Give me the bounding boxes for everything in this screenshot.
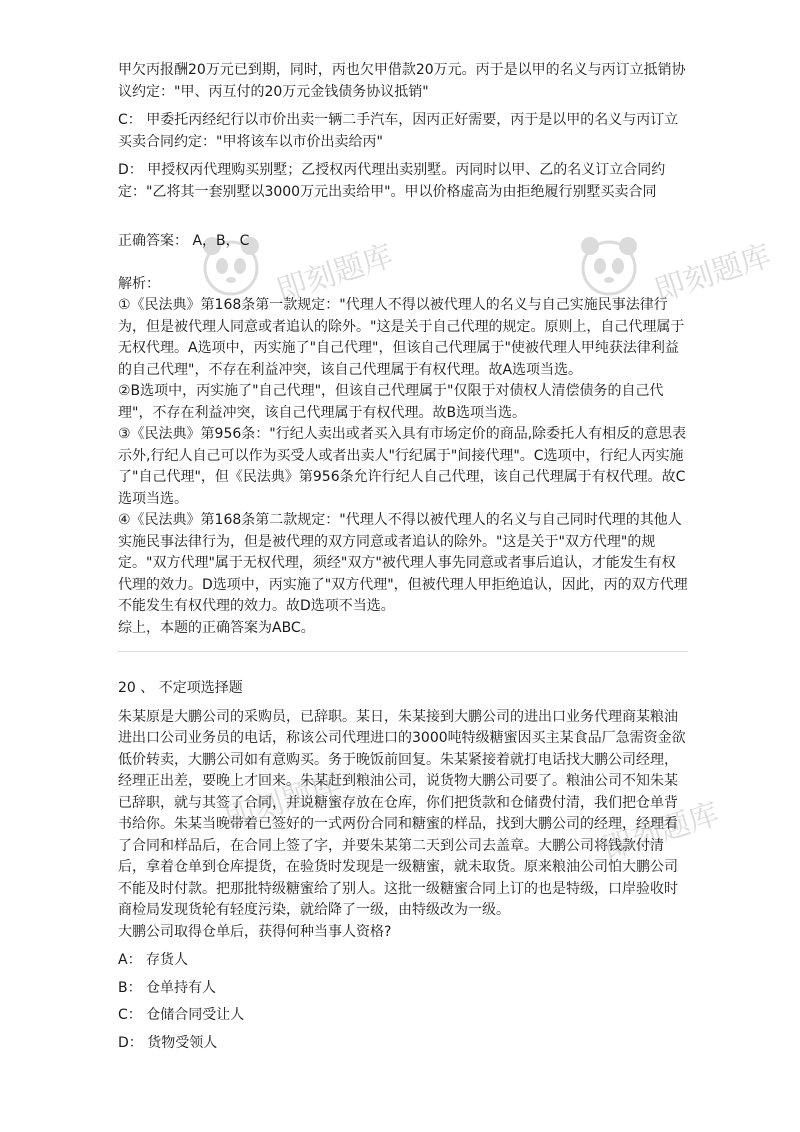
correct-answer: 正确答案： A，B，C	[118, 233, 250, 249]
option-b[interactable]: B： 仓单持有人	[118, 979, 217, 996]
previous-option-text: 甲欠丙报酬20万元已到期，同时，丙也欠甲借款20万元。丙于是以甲的名义与丙订立抵销协议约定："甲、丙互付的20万元金钱债务协议抵销"	[118, 62, 686, 100]
option-c-text: C： 甲委托丙经纪行以市价出卖一辆二手汽车，因丙正好需要，丙于是以甲的名义与丙订立买卖合同约定："甲将该车以市价出卖给丙"	[118, 112, 679, 150]
option-d-text: D： 甲授权丙代理购买别墅；乙授权丙代理出卖别墅。丙同时以甲、乙的名义订立合同约定："乙将其一套别墅以3000万元出卖给甲"。甲以价格虚高为由拒绝履行别墅买卖合同	[118, 162, 666, 200]
analysis-paragraph: ①《民法典》第168条第一款规定："代理人不得以被代理人的名义与自己实施民事法律行为，但是被代理人同意或者追认的除外。"这是关于自己代理的规定。原则上，自己代理属于无权代理。A选项中，丙实施了"自己代理"，但该自己代理属于"使被代理人甲纯获法律利益的自己代理"，不存在利益冲突，该自己代理属于有权代理。故A选项当选。	[118, 297, 685, 378]
analysis-summary: 综上，本题的正确答案为ABC。	[118, 619, 315, 636]
watermark-text: 即刻题库	[220, 766, 346, 837]
watermark-text: 即刻题库	[272, 238, 398, 309]
option-d[interactable]: D： 货物受领人	[118, 1034, 218, 1051]
document-page	[118, 60, 688, 1060]
option-a[interactable]: A： 存货人	[118, 952, 189, 968]
option-c[interactable]: C： 仓储合同受让人	[118, 1007, 245, 1023]
watermark-text: 即刻题库	[650, 238, 776, 309]
analysis-paragraph: ③《民法典》第956条："行纪人卖出或者买入具有市场定价的商品,除委托人有相反的意思表示外,行纪人自己可以作为买受人或者出卖人"行纪属于"间接代理"。C选项中，行纪人丙实施了"自己代理"，但《民法典》第956条允许行纪人自己代理，该自己代理属于有权代理。故C选项当选。	[118, 426, 687, 507]
question-stem: 朱某原是大鹏公司的采购员，已辞职。某日，朱某接到大鹏公司的进出口业务代理商某粮油进出口公司业务员的电话，称该公司代理进口的3000吨特级糖蜜因买主某食品厂急需资金欲低价转卖，大鹏公司如有意购买。务于晚饭前回复。朱某紧接着就打电话找大鹏公司经理，经理正出差，要晚上才回来。朱某赶到粮油公司，说货物大鹏公司要了。粮油公司不知朱某已辞职，就与其签了合同，并说糖蜜存放在仓库，你们把货款和仓储费付清，我们把仓单背书给你。朱某当晚带着已签好的一式两份合同和糖蜜的样品，找到大鹏公司的经理，经理看了合同和样品后，在合同上签了字，并要朱某第二天到公司去盖章。大鹏公司将钱款付清后，拿着仓单到仓库提货，在验货时发现是一级糖蜜，就未取货。原来粮油公司怕大鹏公司不能及时付款。把那批特级糖蜜给了别人。这批一级糖蜜合同上订的也是特级，口岸验收时商检局发现货轮有轻度污染，就给降了一级，由特级改为一级。	[118, 708, 686, 918]
options-list	[118, 950, 688, 1054]
question-prompt: 大鹏公司取得仓单后，获得何种当事人资格?	[118, 923, 392, 940]
analysis-paragraph: ②B选项中，丙实施了"自己代理"，但该自己代理属于"仅限于对债权人清偿债务的自己代理"，不存在利益冲突，该自己代理属于有权代理。故B选项当选。	[118, 383, 664, 421]
section-divider	[118, 651, 688, 652]
analysis-paragraph: ④《民法典》第168条第二款规定："代理人不得以被代理人的名义与自己同时代理的其他人实施民事法律行为，但是被代理的双方同意或者追认的除外。"这是关于"双方代理"的规定。"双方代理"属于无权代理，须经"双方"被代理人事先同意或者事后追认，才能发生有权代理的效力。D选项中，丙实施了"双方代理"，但被代理人甲拒绝追认，因此，丙的双方代理不能发生有权代理的效力。故D选项不当选。	[118, 512, 688, 614]
analysis-label: 解析：	[118, 275, 160, 292]
watermark-text: 即刻题库	[598, 796, 724, 867]
question-header: 20 、 不定项选择题	[118, 680, 243, 696]
